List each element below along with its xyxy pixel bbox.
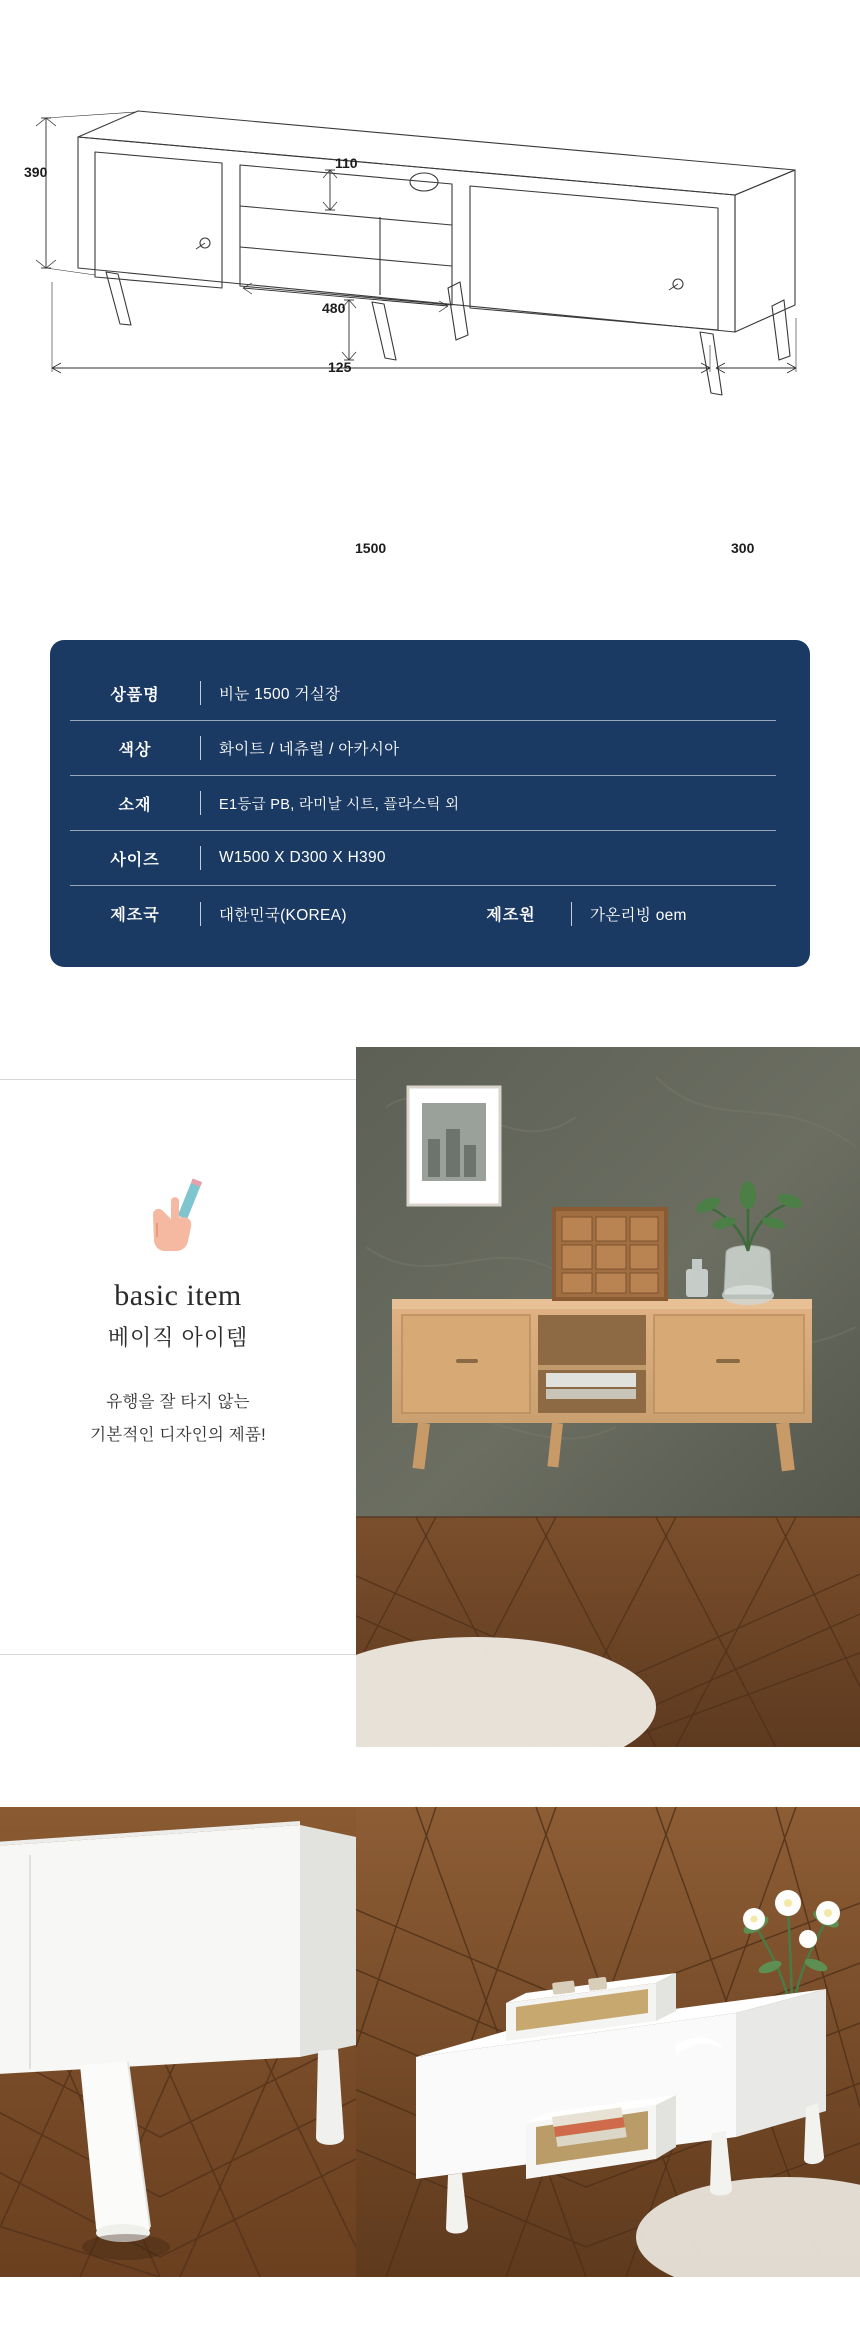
dim-total-width: 1500 xyxy=(355,540,387,556)
spec-row-origin-maker xyxy=(70,886,776,941)
spec-label: 색상 xyxy=(118,741,152,759)
spec-table-section xyxy=(0,600,860,1027)
spec-value-origin: 대한민국(KOREA) xyxy=(219,906,347,924)
spec-row-color xyxy=(70,721,776,776)
spec-label: 사이즈 xyxy=(110,851,160,869)
dimension-diagram-section xyxy=(0,0,860,600)
photo-white-open-drawers xyxy=(356,1807,860,2277)
spec-value: E1등급 PB, 라미날 시트, 플라스틱 외 xyxy=(219,796,460,813)
dim-open-width: 480 xyxy=(322,300,346,316)
divider-bottom xyxy=(0,1654,360,1655)
spec-value-maker: 가온리빙 oem xyxy=(590,906,687,924)
spec-label-origin: 제조국 xyxy=(110,907,160,924)
photo-styled-living-room xyxy=(356,1047,860,1747)
photo-white-leg-closeup xyxy=(0,1807,356,2277)
basic-item-copy xyxy=(0,1167,356,1452)
dim-depth: 300 xyxy=(731,540,755,556)
dimension-drawing xyxy=(0,0,860,600)
spec-row-size xyxy=(70,831,776,886)
basic-item-section xyxy=(0,1047,860,1747)
bottom-photo-row xyxy=(0,1807,860,2277)
spec-row-material xyxy=(70,776,776,831)
spec-label: 소재 xyxy=(118,796,152,814)
dim-height: 390 xyxy=(24,164,48,180)
basic-title-ko: 베이직 아이템 xyxy=(107,1325,249,1350)
basic-desc-line1: 유행을 잘 타지 않는 xyxy=(106,1393,250,1411)
spec-card xyxy=(50,640,810,967)
spec-value: 화이트 / 네츄럴 / 아카시아 xyxy=(219,741,400,758)
spec-row-product-name xyxy=(70,666,776,721)
dim-shelf-height: 110 xyxy=(335,155,358,171)
spec-value: W1500 X D300 X H390 xyxy=(219,849,386,866)
divider-top xyxy=(0,1079,360,1080)
basic-title-en: basic item xyxy=(114,1279,242,1312)
spec-value: 비눈 1500 거실장 xyxy=(219,686,341,703)
spec-label: 상품명 xyxy=(110,686,160,704)
spec-label-maker: 제조원 xyxy=(486,907,536,924)
hand-pencil-icon xyxy=(133,1167,223,1257)
dim-leg-height: 125 xyxy=(328,359,352,375)
basic-desc-line2: 기본적인 디자인의 제품! xyxy=(90,1426,266,1444)
